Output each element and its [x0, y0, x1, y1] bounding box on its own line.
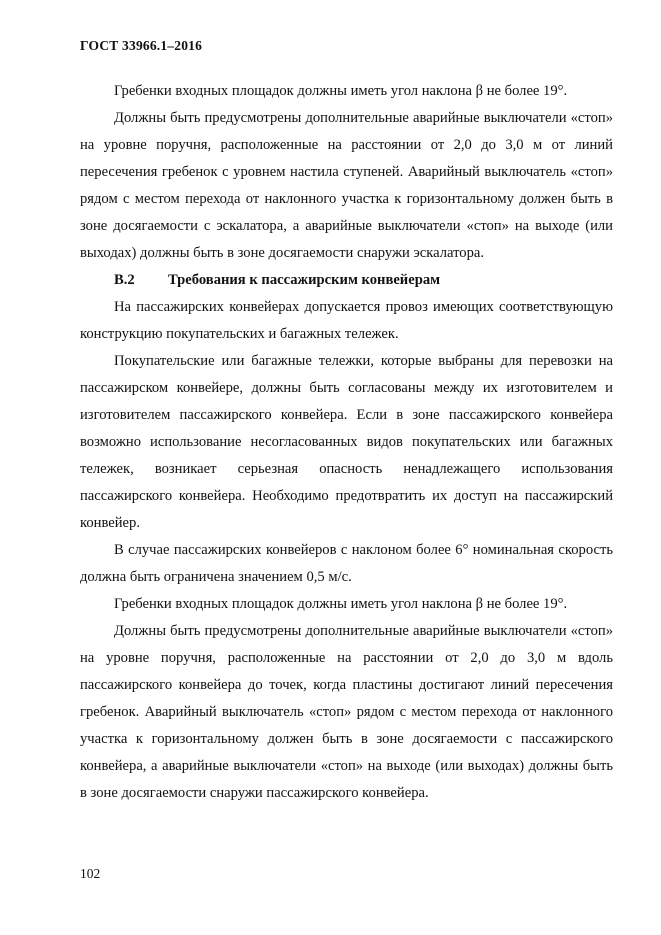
paragraph: Должны быть предусмотрены дополнительные аварийные выключатели «стоп» на уровне поручня, расположенные на расстоянии от 2,0 до 3,0 м вдоль пассажирского конвейера до точек, когда пластины достигают линий пересечения гребенок. Аварийный выключатель «стоп» рядом с местом перехода от наклонного участка к горизонтальному должен быть в зоне досягаемости с пассажирского конвейера, а аварийные выключатели «стоп» на выходе (или выходах) должны быть в зоне досягаемости снаружи пассажирского конвейера.: [80, 623, 613, 801]
document-body: [80, 78, 613, 807]
paragraph: Должны быть предусмотрены дополнительные аварийные выключатели «стоп» на уровне поручня, расположенные на расстоянии от 2,0 до 3,0 м от линий пересечения гребенок с уровнем настила ступеней. Аварийный выключатель «стоп» рядом с местом перехода от наклонного участка к горизонтальному должен быть в зоне досягаемости с эскалатора, а аварийные выключатели «стоп» на выходе (или выходах) должны быть в зоне досягаемости снаружи эскалатора.: [80, 110, 613, 261]
paragraph: В случае пассажирских конвейеров с наклоном более 6° номинальная скорость должна быть ограничена значением 0,5 м/с.: [80, 542, 613, 585]
section-heading: [80, 267, 613, 294]
paragraph: На пассажирских конвейерах допускается провоз имеющих соответствующую конструкцию покупательских и багажных тележек.: [80, 299, 613, 342]
paragraph: Гребенки входных площадок должны иметь угол наклона β не более 19°.: [114, 596, 568, 612]
section-title: Требования к пассажирским конвейерам: [168, 272, 441, 288]
paragraph: Покупательские или багажные тележки, которые выбраны для перевозки на пассажирском конвейере, должны быть согласованы между их изготовителем и изготовителем пассажирского конвейера. Если в зоне пассажирского конвейера возможно использование несогласованных видов покупательских или багажных тележек, возникает серьезная опасность ненадлежащего использования пассажирского конвейера. Необходимо предотвратить их доступ на пассажирский конвейер.: [80, 353, 613, 531]
document-header: ГОСТ 33966.1–2016: [80, 38, 203, 53]
paragraph: Гребенки входных площадок должны иметь угол наклона β не более 19°.: [114, 83, 568, 99]
section-number: B.2: [114, 272, 135, 288]
page-number: 102: [80, 866, 101, 881]
